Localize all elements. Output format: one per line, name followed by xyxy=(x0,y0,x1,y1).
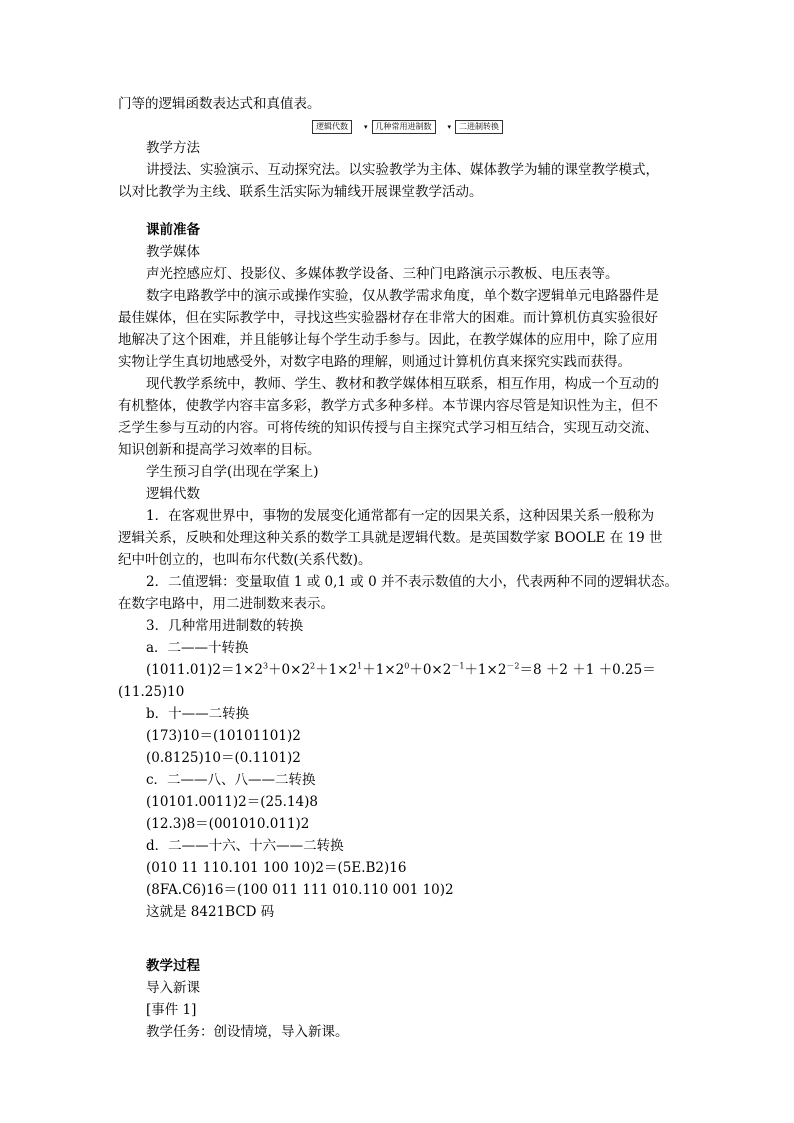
formula-line: (11.25)10 xyxy=(118,684,185,700)
text-line: 学生预习自学(出现在学案上) xyxy=(146,464,319,480)
formula-line: (0.8125)10＝(0.1101)2 xyxy=(146,750,301,766)
text-line: 逻辑关系，反映和处理这种关系的数学工具就是逻辑代数。是英国数学家 BOOLE 在 19 世 xyxy=(118,530,663,546)
text-line: 以对比教学为主线、联系生活实际为辅线开展课堂教学活动。 xyxy=(118,184,483,200)
text-line: d．二——十六、十六——二转换 xyxy=(146,838,344,854)
text-line: 现代教学系统中，教师、学生、教材和教学媒体相互联系，相互作用，构成一个互动的 xyxy=(146,376,659,392)
text-line: 教学任务：创设情境，导入新课。 xyxy=(146,1024,349,1040)
arrow-down-icon: ▾ xyxy=(364,123,368,131)
formula-line: (173)10＝(10101101)2 xyxy=(146,728,301,744)
section-heading: 教学过程 xyxy=(146,958,200,974)
formula-line: (010 11 110.101 100 10)2＝(5E.B2)16 xyxy=(146,860,407,876)
text-line: b．十——二转换 xyxy=(146,706,250,722)
embedded-toolbar xyxy=(312,120,503,134)
text-line: 2．二值逻辑：变量取值 1 或 0,1 或 0 并不表示数值的大小，代表两种不同的逻辑状态。 xyxy=(146,574,678,590)
text-line: 纪中叶创立的，也叫布尔代数(关系代数)。 xyxy=(118,552,372,568)
text-line: 最佳媒体，但在实际教学中，寻找这些实验器材存在非常大的困难。而计算机仿真实验很好 xyxy=(118,310,658,326)
toolbar-item-logic: 逻辑代数 xyxy=(312,120,352,134)
toolbar-item-convert: 二进制转换 xyxy=(455,120,503,134)
section-title: 教学媒体 xyxy=(146,244,200,260)
section-title: 逻辑代数 xyxy=(146,486,200,502)
formula-line: (8FA.C6)16＝(100 011 111 010.110 001 10)2 xyxy=(146,882,454,898)
section-title: 教学方法 xyxy=(146,140,200,156)
toolbar-item-base: 几种常用进制数 xyxy=(372,120,436,134)
text-line: [事件 1] xyxy=(146,1002,197,1018)
text-line: 门等的逻辑函数表达式和真值表。 xyxy=(118,96,321,112)
text-line: 在数字电路中，用二进制数来表示。 xyxy=(118,596,334,612)
text-line: 实物让学生真切地感受外，对数字电路的理解，则通过计算机仿真来探究实践而获得。 xyxy=(118,354,631,370)
formula-line: (12.3)8＝(001010.011)2 xyxy=(146,816,310,832)
formula-line: $(1011.01)2=1\times 2^3+0\times 2^2+1\times 2^1+1\times 2^0+0\times 2^{-1}+1\times 2^{-2}=8 +2 +1 +0.25=$ xyxy=(146,661,656,678)
text-line: 1．在客观世界中，事物的发展变化通常都有一定的因果关系，这种因果关系一般称为 xyxy=(146,508,655,524)
formula-line: (10101.0011)2＝(25.14)8 xyxy=(146,794,318,810)
text-line: 声光控感应灯、投影仪、多媒体教学设备、三种门电路演示示教板、电压表等。 xyxy=(146,266,619,282)
text-line: 乏学生参与互动的内容。可将传统的知识传授与自主探究式学习相互结合，实现互动交流、 xyxy=(118,420,658,436)
arrow-down-icon: ▾ xyxy=(447,123,452,131)
text-line: 这就是 8421BCD 码 xyxy=(146,904,275,920)
text-line: 有机整体，使教学内容丰富多彩，教学方式多种多样。本节课内容尽管是知识性为主，但不 xyxy=(118,398,658,414)
text-line: 讲授法、实验演示、互动探究法。以实验教学为主体、媒体教学为辅的课堂教学模式， xyxy=(146,162,659,178)
section-heading: 课前准备 xyxy=(146,222,200,238)
text-line: 知识创新和提高学习效率的目标。 xyxy=(118,442,321,458)
text-line: 数字电路教学中的演示或操作实验，仅从教学需求角度，单个数字逻辑单元电路器件是 xyxy=(146,288,659,304)
text-line: a．二——十转换 xyxy=(146,640,249,656)
text-line: 3．几种常用进制数的转换 xyxy=(146,618,304,634)
section-title: 导入新课 xyxy=(146,980,200,996)
text-line: 地解决了这个困难，并且能够让每个学生动手参与。因此，在教学媒体的应用中，除了应用 xyxy=(118,332,658,348)
text-line: c．二——八、八——二转换 xyxy=(146,772,316,788)
